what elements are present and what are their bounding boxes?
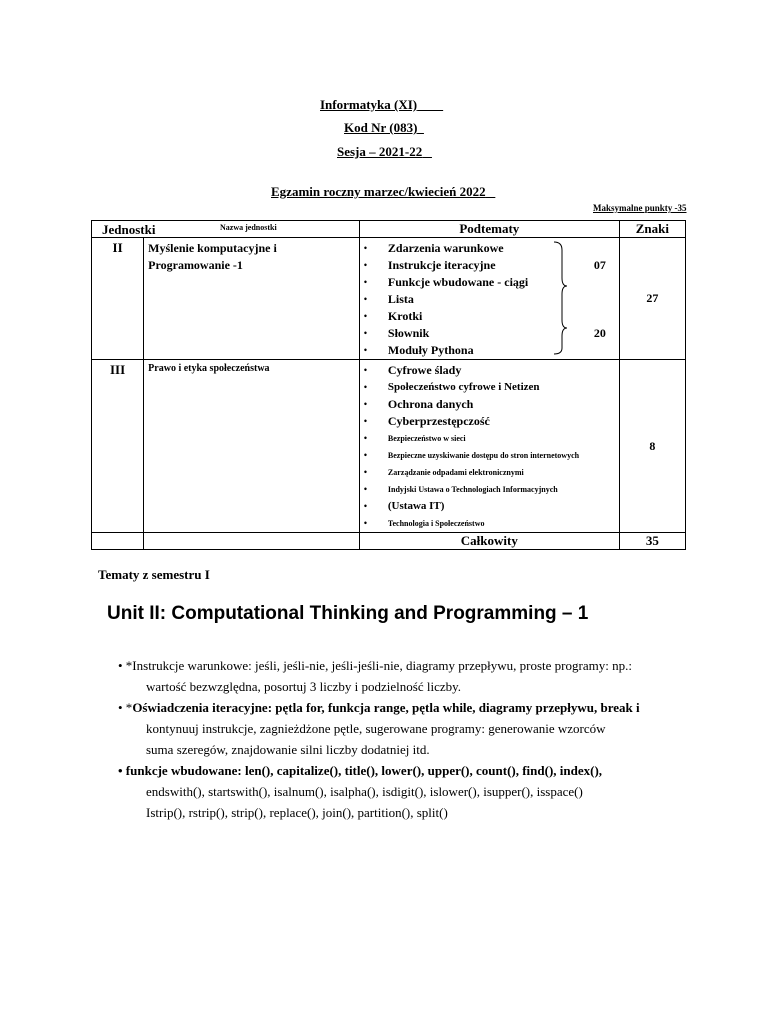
header-subtopics: Podtematy [359, 221, 619, 238]
semester-heading: Tematy z semestru I [98, 567, 210, 582]
topic-line: suma szeregów, znajdowanie silni liczby dodatniej itd. [146, 742, 430, 757]
max-points: Maksymalne punkty -35 [593, 203, 687, 213]
topic-line: kontynuuj instrukcje, zagnieżdżone pętle, sugerowane programy: generowanie wzorców [146, 721, 606, 736]
table-row [92, 238, 686, 360]
unit-name: Prawo i etyka społeczeństwa [144, 360, 360, 533]
subtopic-item: • Instrukcje iteracyjne [388, 257, 619, 274]
subtopic-item: • Społeczeństwo cyfrowe i Netizen [388, 379, 619, 396]
header-units: Jednostki [102, 222, 156, 237]
group-brace-icon [552, 240, 568, 356]
subtopic-item: • Technologia i Społeczeństwo [388, 515, 619, 532]
subtopics-cell [359, 238, 619, 360]
total-marks: 35 [619, 533, 685, 550]
unit-marks: 8 [619, 360, 685, 533]
subtopic-item: • Krotki [388, 308, 619, 325]
topic-line: wartość bezwzględna, posortuj 3 liczby i podzielność liczby. [146, 679, 462, 694]
subtopic-item: • Indyjski Ustawa o Technologiach Informacyjnych [388, 481, 619, 498]
topic-line: • funkcje wbudowane: len(), capitalize(), title(), lower(), upper(), count(), find(), index(), [118, 763, 603, 778]
topic-line: • *Instrukcje warunkowe: jeśli, jeśli-nie, jeśli-jeśli-nie, diagramy przepływu, proste programy: np.: [118, 658, 632, 673]
subtopic-item: • Bezpieczeństwo w sieci [388, 430, 619, 447]
subtopic-item: • Ochrona danych [388, 396, 619, 413]
subtopic-item: • Cyfrowe ślady [388, 362, 619, 379]
subtopic-item: • Lista [388, 291, 619, 308]
unit-marks: 27 [619, 238, 685, 360]
subtopic-item: • Słownik [388, 325, 619, 342]
unit-number: III [92, 360, 144, 533]
exam-title: Egzamin roczny marzec/kwiecień 2022 [271, 184, 486, 199]
subtopic-item: • Moduły Pythona [388, 342, 619, 359]
subtopic-item: • Bezpieczne uzyskiwanie dostępu do stron internetowych [388, 447, 619, 464]
session: Sesja – 2021-22 [337, 144, 423, 159]
syllabus-table [91, 220, 686, 550]
table-row [92, 360, 686, 533]
subtopic-item: • Zarządzanie odpadami elektronicznymi [388, 464, 619, 481]
course-title: Informatyka (XI) [320, 97, 418, 112]
total-row [92, 533, 686, 550]
topic-line: • *Oświadczenia iteracyjne: pętla for, funkcja range, pętla while, diagramy przepływu, break i [118, 700, 640, 715]
group2-marks: 20 [593, 326, 606, 340]
topics-list [118, 655, 718, 823]
subtopic-item: • Funkcje wbudowane - ciągi [388, 274, 619, 291]
topic-line: endswith(), startswith(), isalnum(), isalpha(), isdigit(), islower(), isupper(), isspace() [146, 784, 583, 799]
table-header-row [92, 221, 686, 238]
total-label: Całkowity [359, 533, 619, 550]
header-marks: Znaki [619, 221, 685, 238]
subtopic-item: • Zdarzenia warunkowe [388, 240, 619, 257]
subtopic-continuation: • (Ustawa IT) [388, 498, 619, 515]
topic-line: Istrip(), rstrip(), strip(), replace(), join(), partition(), split() [146, 805, 448, 820]
unit-name: Myślenie komputacyjne i Programowanie -1 [144, 238, 360, 360]
group1-marks: 07 [593, 258, 606, 272]
header-unit-name: Nazwa jednostki [220, 223, 277, 232]
unit-number: II [92, 238, 144, 360]
course-code: Kod Nr (083) [344, 120, 418, 135]
subtopic-item: • Cyberprzestępczość [388, 413, 619, 430]
unit-title: Unit II: Computational Thinking and Programming – 1 [107, 603, 589, 624]
subtopics-cell [359, 360, 619, 533]
